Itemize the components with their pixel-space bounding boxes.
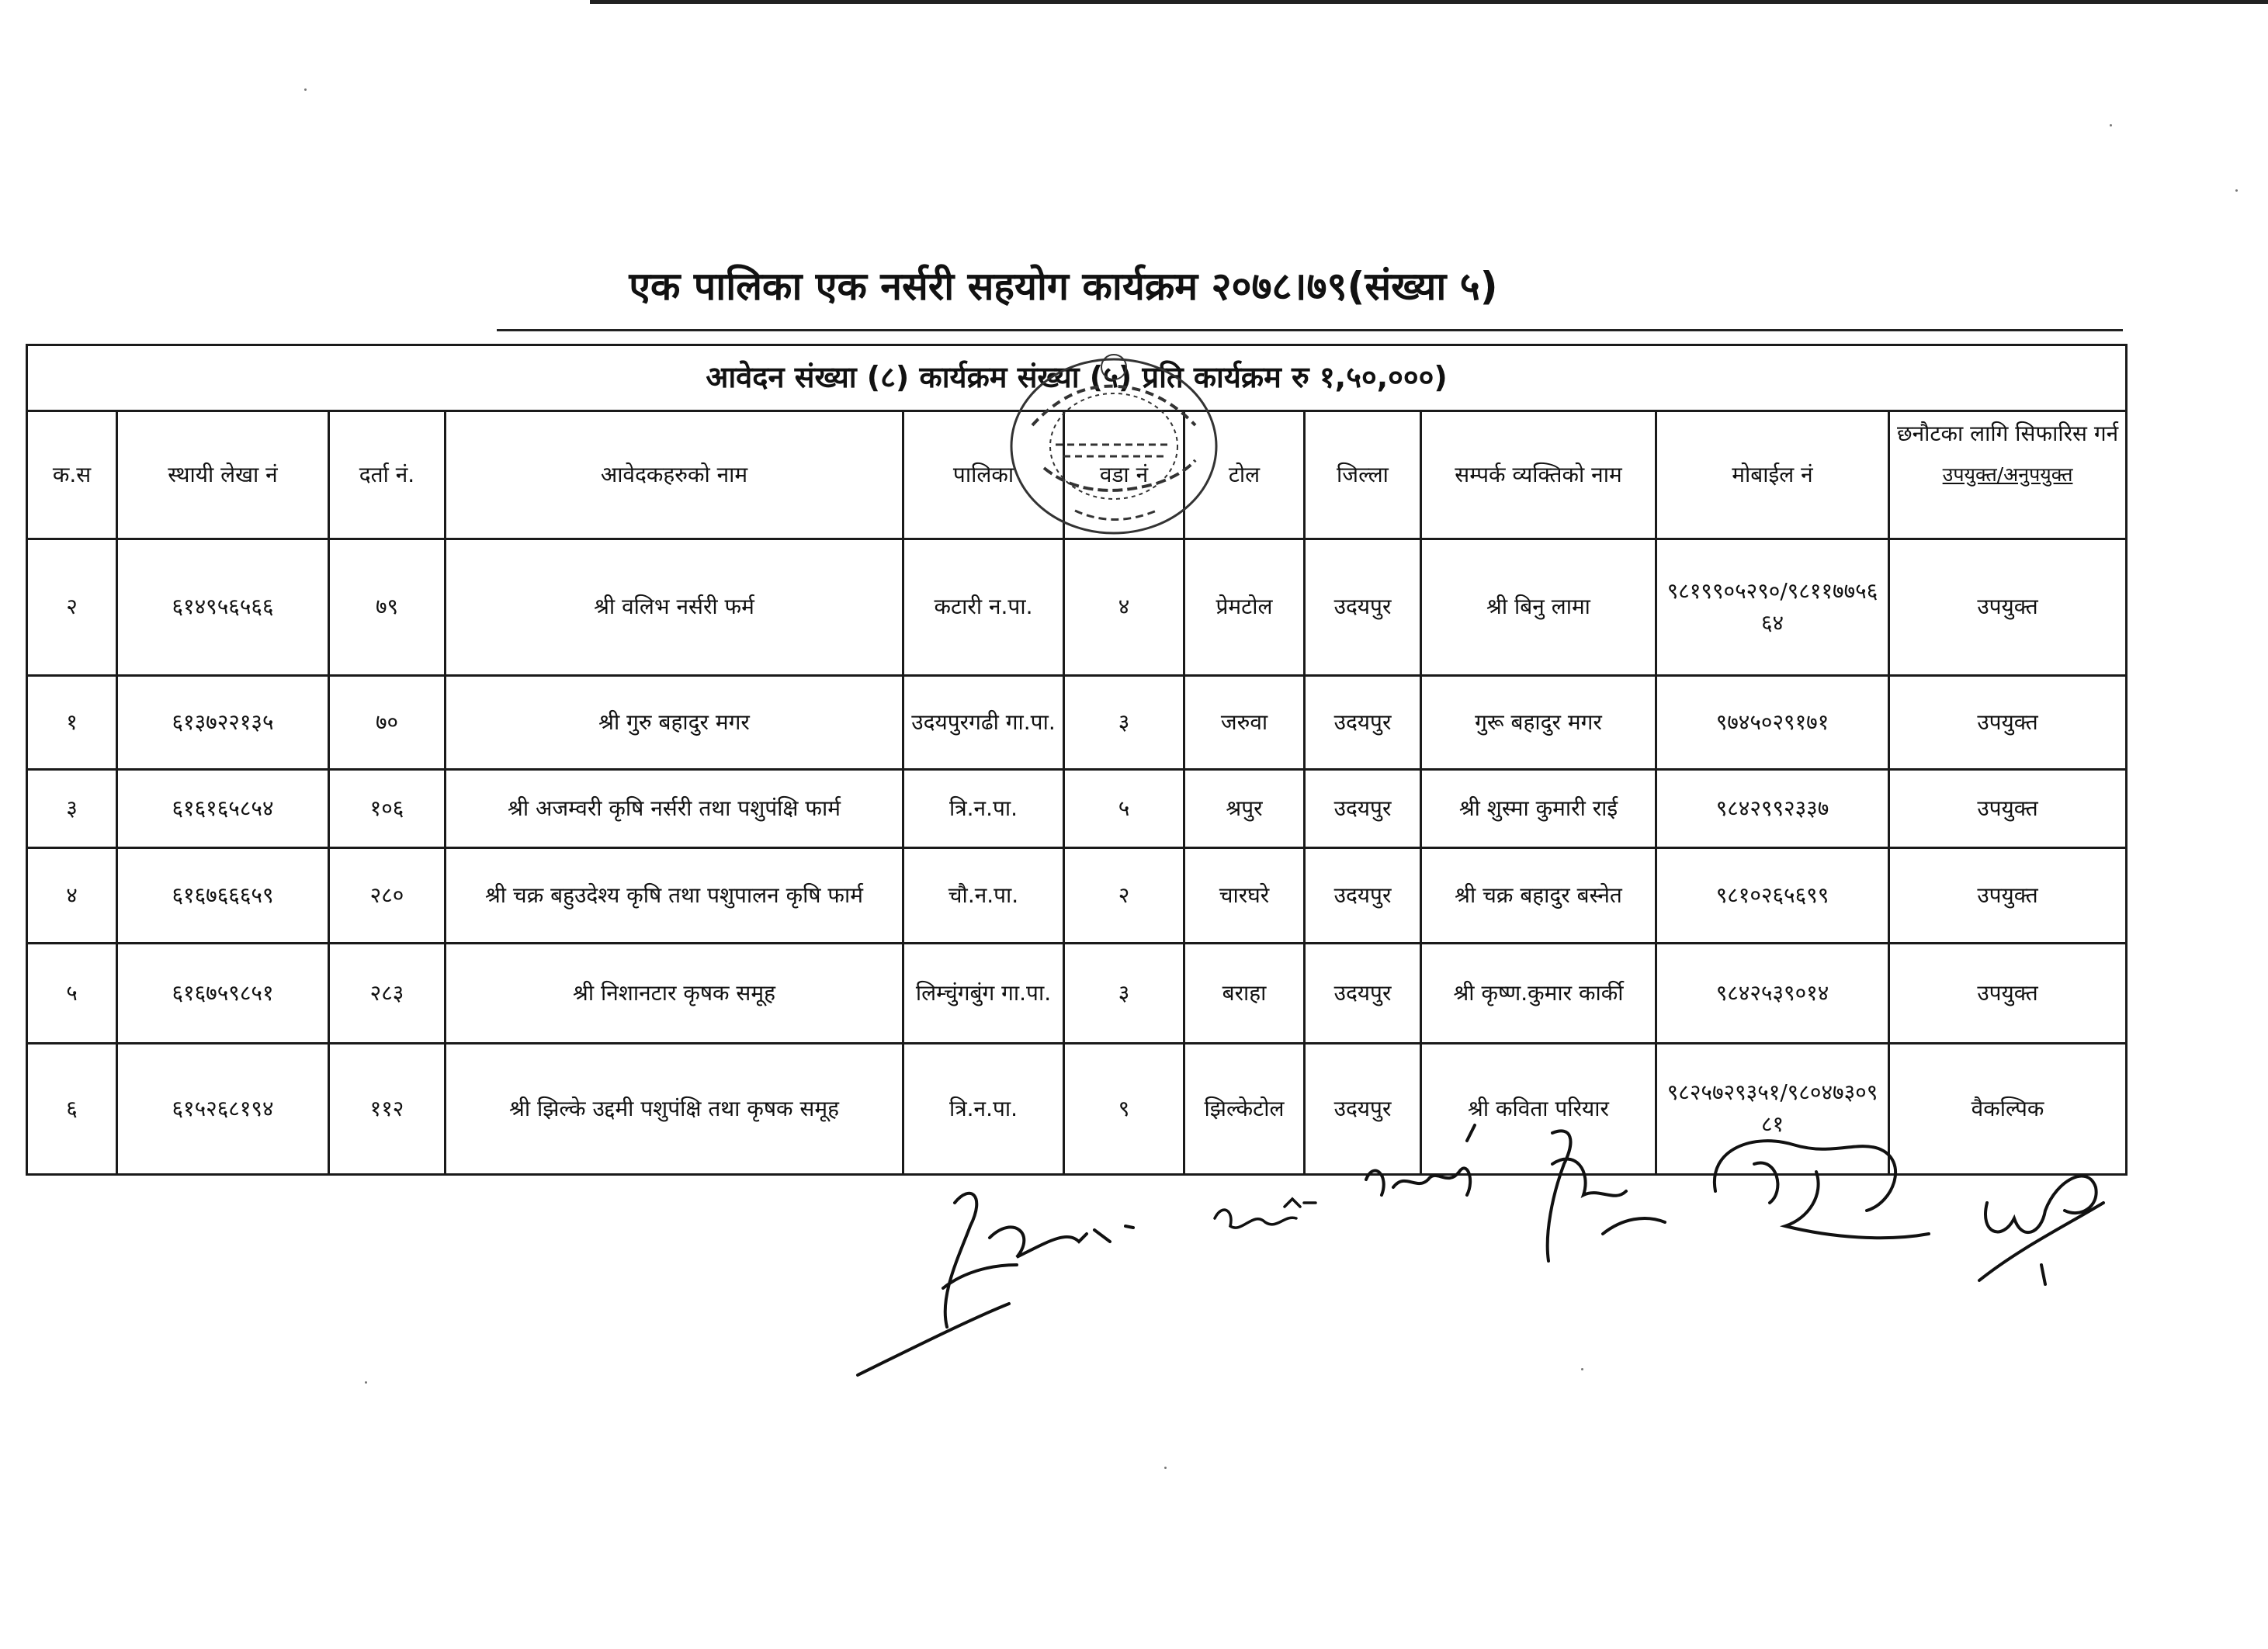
cell-sn: २: [27, 539, 117, 676]
cell-palika: त्रि.न.पा.: [903, 770, 1064, 848]
header-tole: टोल: [1184, 411, 1305, 539]
header-recommend: [1889, 411, 2127, 539]
table-row: [27, 848, 2127, 944]
scan-speck: [1164, 1467, 1167, 1469]
cell-applicant: श्री वलिभ नर्सरी फर्म: [446, 539, 903, 676]
cell-reg-no: ७९: [329, 539, 446, 676]
cell-district: उदयपुर: [1305, 944, 1421, 1044]
cell-ward: ९: [1064, 1044, 1184, 1175]
table-subtitle: आवेदन संख्या (८) कार्यक्रम संख्या (५) प्रति कार्यक्रम रु १,५०,०००): [27, 345, 2127, 411]
cell-contact: श्री शुस्मा कुमारी राई: [1421, 770, 1656, 848]
cell-applicant: श्री गुरु बहादुर मगर: [446, 676, 903, 770]
cell-sn: ४: [27, 848, 117, 944]
cell-recommend: उपयुक्त: [1889, 848, 2127, 944]
cell-ward: ४: [1064, 539, 1184, 676]
cell-tole: श्रपुर: [1184, 770, 1305, 848]
cell-account-no: ६१५२६८१९४: [117, 1044, 329, 1175]
cell-district: उदयपुर: [1305, 770, 1421, 848]
title-underline: [497, 329, 2123, 331]
cell-recommend: उपयुक्त: [1889, 539, 2127, 676]
header-ward: वडा नं: [1064, 411, 1184, 539]
cell-recommend: उपयुक्त: [1889, 770, 2127, 848]
header-recommend-label: छनौटका लागि सिफारिस गर्न: [1896, 421, 2119, 446]
cell-sn: ६: [27, 1044, 117, 1175]
cell-mobile: ९८१०२६५६९९: [1656, 848, 1889, 944]
table-row: [27, 676, 2127, 770]
cell-mobile: ९८२५७२९३५१/९८०४७३०९८१: [1656, 1044, 1889, 1175]
cell-account-no: ६१६७५९८५१: [117, 944, 329, 1044]
cell-district: उदयपुर: [1305, 1044, 1421, 1175]
cell-contact: श्री चक्र बहादुर बस्नेत: [1421, 848, 1656, 944]
cell-reg-no: ७०: [329, 676, 446, 770]
cell-recommend: उपयुक्त: [1889, 944, 2127, 1044]
cell-reg-no: १०६: [329, 770, 446, 848]
header-contact: सम्पर्क व्यक्तिको नाम: [1421, 411, 1656, 539]
cell-mobile: ९७४५०२९१७१: [1656, 676, 1889, 770]
cell-reg-no: २८०: [329, 848, 446, 944]
header-applicant: आवेदकहरुको नाम: [446, 411, 903, 539]
header-recommend-options: उपयुक्त/अनुपयुक्त: [1942, 462, 2073, 486]
scan-edge-line: [590, 0, 2268, 4]
cell-sn: ३: [27, 770, 117, 848]
cell-reg-no: २८३: [329, 944, 446, 1044]
scan-speck: [2235, 189, 2238, 192]
table-row: [27, 539, 2127, 676]
cell-ward: ३: [1064, 944, 1184, 1044]
cell-contact: श्री कृष्ण.कुमार कार्की: [1421, 944, 1656, 1044]
table-row: [27, 1044, 2127, 1175]
header-reg-no: दर्ता नं.: [329, 411, 446, 539]
header-district: जिल्ला: [1305, 411, 1421, 539]
cell-sn: १: [27, 676, 117, 770]
cell-palika: कटारी न.पा.: [903, 539, 1064, 676]
cell-applicant: श्री चक्र बहुउदेश्य कृषि तथा पशुपालन कृषि फार्म: [446, 848, 903, 944]
cell-palika: लिम्चुंगबुंग गा.पा.: [903, 944, 1064, 1044]
cell-tole: जरुवा: [1184, 676, 1305, 770]
table-header-row: [27, 411, 2127, 539]
cell-tole: प्रेमटोल: [1184, 539, 1305, 676]
cell-contact: गुरू बहादुर मगर: [1421, 676, 1656, 770]
cell-recommend: वैकल्पिक: [1889, 1044, 2127, 1175]
scan-speck: [2110, 124, 2112, 126]
cell-tole: चारघरे: [1184, 848, 1305, 944]
cell-palika: चौ.न.पा.: [903, 848, 1064, 944]
cell-district: उदयपुर: [1305, 676, 1421, 770]
cell-mobile: ९८१९९०५२९०/९८११७७५६६४: [1656, 539, 1889, 676]
header-sn: क.स: [27, 411, 117, 539]
cell-district: उदयपुर: [1305, 539, 1421, 676]
cell-mobile: ९८४२५३९०१४: [1656, 944, 1889, 1044]
cell-ward: २: [1064, 848, 1184, 944]
scan-speck: [1581, 1368, 1583, 1370]
cell-applicant: श्री झिल्के उद्दमी पशुपंक्षि तथा कृषक समूह: [446, 1044, 903, 1175]
cell-account-no: ६१३७२२१३५: [117, 676, 329, 770]
cell-account-no: ६१६७६६६५९: [117, 848, 329, 944]
scan-speck: [304, 88, 307, 91]
cell-palika: त्रि.न.पा.: [903, 1044, 1064, 1175]
header-account-no: स्थायी लेखा नं: [117, 411, 329, 539]
signature-1: [854, 1172, 1149, 1381]
cell-district: उदयपुर: [1305, 848, 1421, 944]
cell-mobile: ९८४२९९२३३७: [1656, 770, 1889, 848]
signature-2: [1207, 1187, 1323, 1249]
document-title: एक पालिका एक नर्सरी सहयोग कार्यक्रम २०७८।७९(संख्या ५): [629, 264, 1498, 309]
cell-sn: ५: [27, 944, 117, 1044]
cell-applicant: श्री अजम्वरी कृषि नर्सरी तथा पशुपंक्षि फार्म: [446, 770, 903, 848]
cell-reg-no: ११२: [329, 1044, 446, 1175]
cell-account-no: ६१६१६५८५४: [117, 770, 329, 848]
cell-applicant: श्री निशानटार कृषक समूह: [446, 944, 903, 1044]
cell-tole: झिल्केटोल: [1184, 1044, 1305, 1175]
table-row: [27, 770, 2127, 848]
cell-ward: ३: [1064, 676, 1184, 770]
scan-speck: [365, 1381, 367, 1384]
header-palika: पालिका: [903, 411, 1064, 539]
nursery-applicant-table: [26, 344, 2128, 1176]
cell-ward: ५: [1064, 770, 1184, 848]
cell-account-no: ६१४९५६५६६: [117, 539, 329, 676]
cell-palika: उदयपुरगढी गा.पा.: [903, 676, 1064, 770]
cell-recommend: उपयुक्त: [1889, 676, 2127, 770]
cell-contact: श्री कविता परियार: [1421, 1044, 1656, 1175]
cell-tole: बराहा: [1184, 944, 1305, 1044]
table-row: [27, 944, 2127, 1044]
header-mobile: मोबाईल नं: [1656, 411, 1889, 539]
cell-contact: श्री बिनु लामा: [1421, 539, 1656, 676]
